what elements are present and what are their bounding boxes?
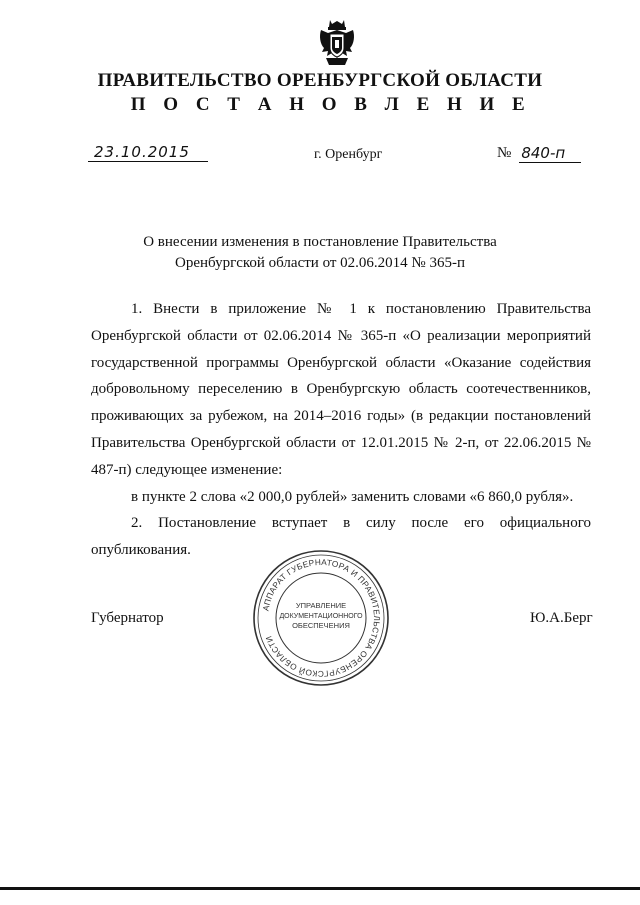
- paragraph-3: 2. Постановление вступает в силу после его официального опубликования.: [91, 515, 591, 559]
- document-number-field: [497, 143, 581, 163]
- paragraph-2: в пункте 2 слова «2 000,0 рублей» заменить словами «6 860,0 рубля».: [131, 488, 574, 505]
- number-sign: №: [497, 145, 512, 161]
- page-bottom-rule: [0, 887, 640, 890]
- subject-line-2: Оренбургской области от 02.06.2014 № 365-п: [174, 255, 466, 271]
- official-seal-stamp: [251, 548, 391, 688]
- document-date: 23.10.2015: [88, 143, 208, 162]
- paragraph-1: 1. Внести в приложение № 1 к постановлению Правительства Оренбургской области от 02.06.2014 № 365-п «О реализации мероприятий государственной программы Оренбургской области «Оказание содействия добровольному переселению в Оренбургскую область соотечественников, проживающих за рубежом, на 2014–2016 годы» (в редакции постановлений Правительства Оренбургской области от 12.01.2015 № 2-п, от 22.06.2015 № 487-п) следующее изменение:: [91, 301, 591, 478]
- signer-title: Губернатор: [91, 610, 164, 626]
- document-number: 840-п: [519, 144, 581, 163]
- organization-title: ПРАВИТЕЛЬСТВО ОРЕНБУРГСКОЙ ОБЛАСТИ: [97, 70, 543, 91]
- document-subject: [0, 232, 640, 274]
- coat-of-arms-icon: [318, 18, 356, 68]
- document-type-heading: П О С Т А Н О В Л Е Н И Е: [130, 94, 532, 115]
- signer-name: Ю.А.Берг: [530, 610, 593, 626]
- seal-center-line-1: УПРАВЛЕНИЕ: [295, 601, 347, 610]
- document-body: [91, 296, 591, 564]
- document-city: г. Оренбург: [314, 147, 383, 162]
- subject-line-1: О внесении изменения в постановление Правительства: [143, 234, 497, 250]
- seal-center-line-2: ДОКУМЕНТАЦИОННОГО: [279, 613, 363, 620]
- seal-ring-text: АППАРАТ ГУБЕРНАТОРА И ПРАВИТЕЛЬСТВА ОРЕНБУРГСКОЙ ОБЛАСТИ: [260, 556, 383, 680]
- seal-center-line-3: ОБЕСПЕЧЕНИЯ: [292, 621, 350, 630]
